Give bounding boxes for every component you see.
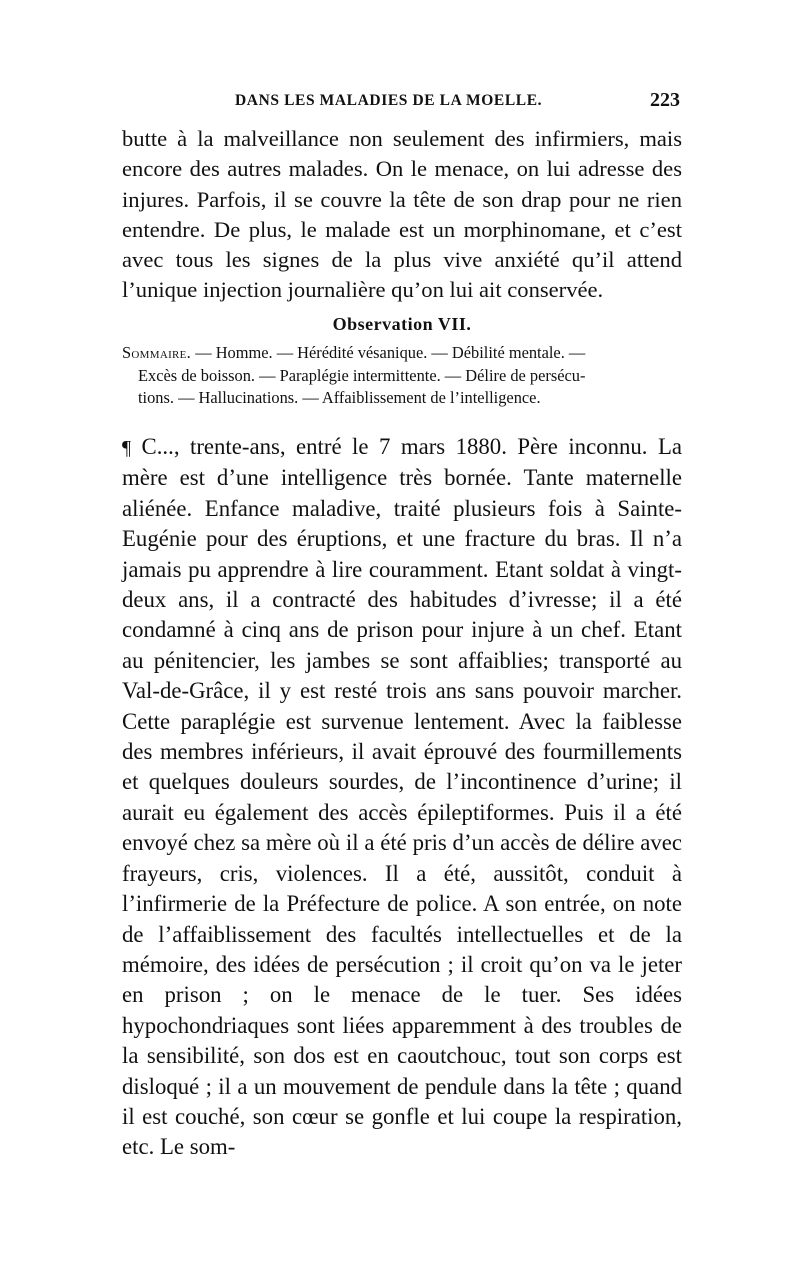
paragraph-mark-icon: ¶ [122,437,132,459]
page-header [120,89,680,114]
summary-line-1: — Homme. — Hérédité vésanique. — Débilité mentale. — [195,343,586,362]
summary-line-2: Excès de boisson. — Paraplégie intermittente. — Délire de persécu- [138,365,586,385]
summary-line-3: tions. — Hallucinations. — Affaiblissement de l’intelligence. [138,388,541,407]
observation-case-text [122,432,682,1163]
running-head: DANS LES MALADIES DE LA MOELLE. [235,92,543,109]
summary-label: Sommaire. [122,343,192,362]
observation-summary [122,342,682,410]
case-text: C..., trente-ans, entré le 7 mars 1880. Père inconnu. La mère est d’une intelligence très bornée. Tante maternelle aliénée. Enfance maladive, traité plusieurs fois à Sainte-Eugénie pour des éruptions, et une fracture du bras. Il n’a jamais pu apprendre à lire couramment. Etant soldat à vingt-deux ans, il a contracté des habitudes d’ivresse; il a été condamné à cinq ans de prison pour injure à un chef. Etant au pénitencier, les jambes se sont affaiblies; transporté au Val-de-Grâce, il y est resté trois ans sans pouvoir marcher. Cette paraplégie est survenue lentement. Avec la faiblesse des membres inférieurs, il avait éprouvé des fourmillements et quelques douleurs sourdes, de l’incontinence d’urine; il aurait eu également des accès épileptiformes. Puis il a été envoyé chez sa mère où il a été pris d’un accès de délire avec frayeurs, cris, violences. Il a été, aussitôt, conduit à l’infirmerie de la Préfecture de police. A son entrée, on note de l’affaiblissement des facultés intellectuelles et de la mémoire, des idées de persécution ; il croit qu’on va le jeter en prison ; on le menace de le tuer. Ses idées hypochondriaques sont liées apparemment à des troubles de la sensibilité, son dos est en caoutchouc, tout son corps est disloqué ; il a un mouvement de pendule dans la tête ; quand il est couché, son cœur se gonfle et lui coupe la respiration, etc. Le som- [122,434,682,1160]
page-number: 223 [650,89,680,111]
paragraph-continuation: butte à la malveillance non seulement des infirmiers, mais encore des autres malades. On le menace, on lui adresse des injures. Parfois, il se couvre la tête de son drap pour ne rien entendre. De plus, le malade est un morphinomane, et c’est avec tous les signes de la plus vive anxiété qu’il attend l’unique injection journalière qu’on lui ait conservée. [122,126,682,303]
observation-title: Observation VII. [332,314,472,334]
